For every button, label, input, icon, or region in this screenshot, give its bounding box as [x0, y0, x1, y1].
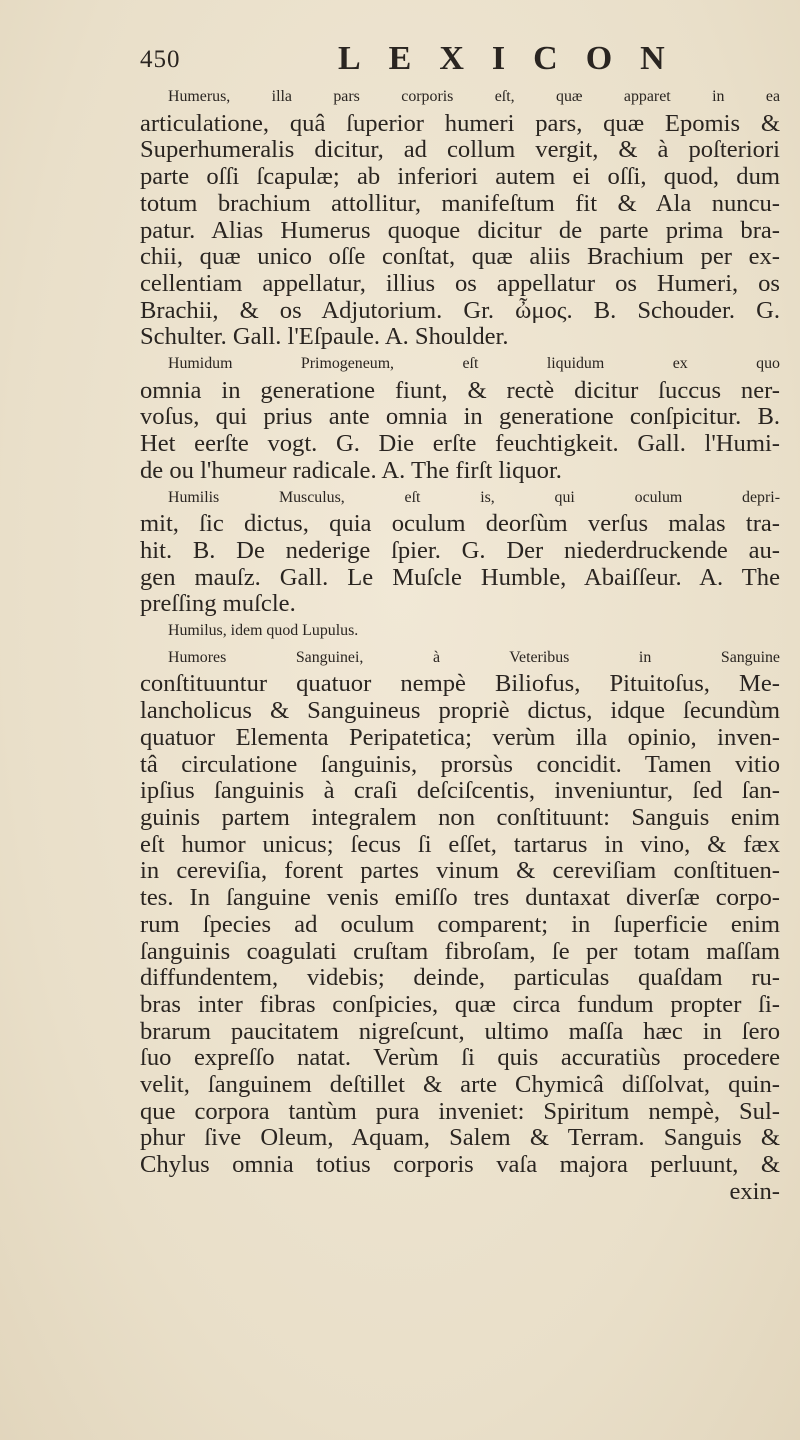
text-line: ſanguinis coagulati cruſtam fibroſam, ſe per totam maſſam — [140, 937, 780, 965]
text-line: parte oſſi ſcapulæ; ab inferiori autem ei oſſi, quod, dum — [140, 163, 780, 191]
text-line: Brachii, & os Adjutorium. Gr. ὦμος. B. Schouder. G. — [140, 296, 780, 324]
text-line: Schulter. Gall. l'Eſpaule. A. Shoulder. — [140, 323, 509, 351]
text-line: diffundentem, videbis; deinde, particulas quaſdam ru- — [140, 964, 780, 992]
text-line: in cereviſia, forent partes vinum & cereviſiam conſtituen- — [140, 857, 780, 885]
page-header — [140, 40, 780, 84]
text-line: guinis partem integralem non conſtituunt: Sanguis enim — [140, 803, 780, 831]
text-line: Humores Sanguinei, à Veteribus in Sanguine — [168, 648, 780, 666]
text-line: Humidum Primogeneum, eſt liquidum ex quo — [168, 355, 780, 373]
catchword: exin- — [729, 1177, 780, 1205]
text-line: mit, ſic dictus, quia oculum deorſùm verſus malas tra- — [140, 510, 780, 538]
text-line: chii, quæ unico oſſe conſtat, quæ aliis Brachium per ex- — [140, 243, 780, 271]
text-line: patur. Alias Humerus quoque dicitur de parte prima bra- — [140, 216, 780, 244]
text-line: Superhumeralis dicitur, ad collum vergit, & à poſteriori — [140, 136, 780, 164]
text-line: hit. B. De nederige ſpier. G. Der niederdruckende au- — [140, 536, 780, 564]
text-line: Het eerſte vogt. G. Die erſte feuchtigkeit. Gall. l'Humi- — [140, 430, 780, 458]
text-line: eſt humor unicus; ſecus ſi eſſet, tartarus in vino, & fæx — [140, 830, 780, 858]
text-line: bras inter fibras conſpicies, quæ circa fundum propter ſi- — [140, 990, 780, 1018]
text-line: preſſing muſcle. — [140, 590, 296, 618]
text-line: omnia in generatione fiunt, & rectè dicitur ſuccus ner- — [140, 376, 780, 404]
text-line: conſtituuntur quatuor nempè Biliofus, Pituitoſus, Me- — [140, 670, 780, 698]
text-line: Humilis Musculus, eſt is, qui oculum depri- — [168, 488, 780, 506]
text-line: Humilus, idem quod Lupulus. — [168, 622, 359, 640]
running-title: LEXICON — [338, 40, 693, 77]
text-line: velit, ſanguinem deſtillet & arte Chymicâ diſſolvat, quin- — [140, 1071, 780, 1099]
text-line: lancholicus & Sanguineus propriè dictus, idque ſecundùm — [140, 697, 780, 725]
text-line: Humerus, illa pars corporis eſt, quæ apparet in ea — [168, 88, 780, 105]
text-line: ipſius ſanguinis à craſi deſciſcentis, inveniuntur, ſed ſan- — [140, 777, 780, 805]
text-line: voſus, qui prius ante omnia in generatione conſpicitur. B. — [140, 403, 780, 431]
text-line: ſuo expreſſo natat. Verùm ſi quis accuratiùs procedere — [140, 1044, 780, 1072]
text-line: gen mauſz. Gall. Le Muſcle Humble, Abaiſſeur. A. The — [140, 563, 780, 591]
text-line: Chylus omnia totius corporis vaſa majora perluunt, & — [140, 1151, 780, 1179]
text-line: de ou l'humeur radicale. A. The firſt liquor. — [140, 456, 562, 484]
text-line: quatuor Elementa Peripatetica; verùm illa opinio, inven- — [140, 723, 780, 751]
text-line: totum brachium attollitur, manifeſtum fit & Ala nuncu- — [140, 189, 780, 217]
text-line: tâ circulatione ſanguinis, prorsùs concidit. Tamen vitio — [140, 750, 780, 778]
text-line: phur ſive Oleum, Aquam, Salem & Terram. Sanguis & — [140, 1124, 780, 1152]
text-line: que corpora tantùm pura inveniet: Spiritum nempè, Sul- — [140, 1097, 780, 1125]
page-number: 450 — [140, 46, 181, 73]
text-line: tes. In ſanguine venis emiſſo tres duntaxat diverſæ corpo- — [140, 884, 780, 912]
text-body — [140, 84, 780, 1206]
text-line: rum ſpecies ad oculum comparent; in ſuperficie enim — [140, 910, 780, 938]
text-line: cellentiam appellatur, illius os appellatur os Humeri, os — [140, 269, 780, 297]
text-line: articulatione, quâ ſuperior humeri pars, quæ Epomis & — [140, 109, 780, 137]
text-line: brarum paucitatem nigreſcunt, ultimo maſſa hæc in ſero — [140, 1017, 780, 1045]
